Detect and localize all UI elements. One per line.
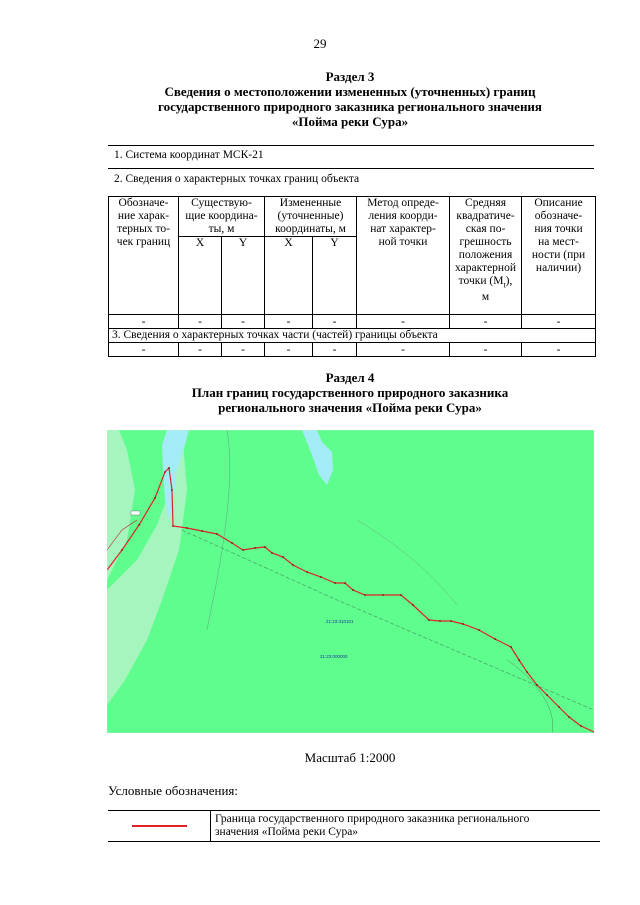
boundary-vertex [216,533,218,535]
boundary-vertex [412,604,414,606]
header-existing-x: X [179,237,222,315]
boundary-vertex [510,646,512,648]
boundary-vertex [546,694,548,696]
boundary-vertex [526,671,528,673]
boundary-vertex [282,556,284,558]
boundary-vertex [242,549,244,551]
boundary-vertex [121,549,123,551]
boundary-vertex [428,619,430,621]
boundary-vertex [334,582,336,584]
parcel-label: 21:23:000000 [320,654,348,659]
boundary-vertex [164,471,166,473]
boundary-vertex [352,589,354,591]
section4-heading [100,370,600,415]
header-description: Описание обозначе- ния точки на мест- ности (при наличии) [522,197,596,315]
section3-title: Раздел 3 [325,69,375,84]
boundary-vertex [271,552,273,554]
header-changed-coords: Измененные (уточненные) координаты, м [265,197,357,237]
boundary-vertex [462,623,464,625]
table-row: - - - - - - - - [109,315,596,329]
boundary-vertex [201,530,203,532]
boundary-vertex [292,564,294,566]
section4-subtitle-line: План границ государственного природного заказника [191,385,509,400]
point-label-box [131,511,140,515]
boundary-vertex [439,620,441,622]
boundary-vertex [558,706,560,708]
boundary-vertex [494,638,496,640]
header-point-designation: Обозначе- ние харак- терных то- чек границ [109,197,179,315]
boundary-vertex [231,542,233,544]
boundary-vertex [172,525,174,527]
boundary-vertex [382,594,384,596]
boundary-vertex [536,684,538,686]
parcel-label: 21:23:310101 [326,619,354,624]
coordinate-system-row: 1. Система координат МСК-21 [114,149,264,161]
boundary-vertex [186,527,188,529]
boundary-vertex [264,546,266,548]
header-mean-error: Средняя квадратиче- ская по- грешность положения характерной точки $(M_t)$, м [450,197,522,315]
section3-subtitle-line: «Пойма реки Сура» [291,114,409,129]
boundary-vertex [568,716,570,718]
boundary-vertex [138,524,140,526]
table-rule [108,145,594,146]
boundary-points-row: 2. Сведения о характерных точках границ объекта [114,173,360,185]
header-changed-y: Y [313,237,357,315]
boundary-vertex [364,594,366,596]
part-boundary-points-row: 3. Сведения о характерных точках части (частей) границы объекта [109,329,596,343]
table-row [109,329,596,343]
header-existing-coords: Существую- щие координа- ты, м [179,197,265,237]
boundary-vertex [400,594,402,596]
boundary-vertex [306,571,308,573]
header-existing-y: Y [222,237,265,315]
legend-text: Граница государственного природного заказника регионального значения «Пойма реки Сура» [211,811,601,842]
section3-subtitle-line: государственного природного заказника регионального значения [158,99,542,114]
boundary-vertex [320,576,322,578]
coordinates-table [108,196,596,357]
boundary-vertex [580,725,582,727]
header-changed-x: X [265,237,313,315]
legend-title: Условные обозначения: [108,783,239,798]
map-scale: Масштаб 1:2000 [304,750,396,765]
legend-table [108,810,600,842]
section3-subtitle-line: Сведения о местоположении измененных (уточненных) границ [164,84,536,99]
section4-subtitle-line: регионального значения «Пойма реки Сура» [218,400,482,415]
table-row: - - - - - - - - [109,343,596,357]
boundary-vertex [450,620,452,622]
boundary-vertex [254,547,256,549]
boundary-vertex [168,467,170,469]
boundary-plan-map [107,430,594,733]
table-rule [108,168,594,169]
boundary-vertex [344,582,346,584]
section3-heading [100,69,600,129]
boundary-vertex [154,497,156,499]
legend-symbol [108,811,211,842]
boundary-line-symbol [132,825,187,827]
page-number: 29 [313,36,327,51]
section4-title: Раздел 4 [325,370,375,385]
boundary-vertex [478,629,480,631]
boundary-vertex [171,489,173,491]
boundary-vertex [518,659,520,661]
header-method: Метод опреде- ления коорди- нат характер- ной точки [357,197,450,315]
